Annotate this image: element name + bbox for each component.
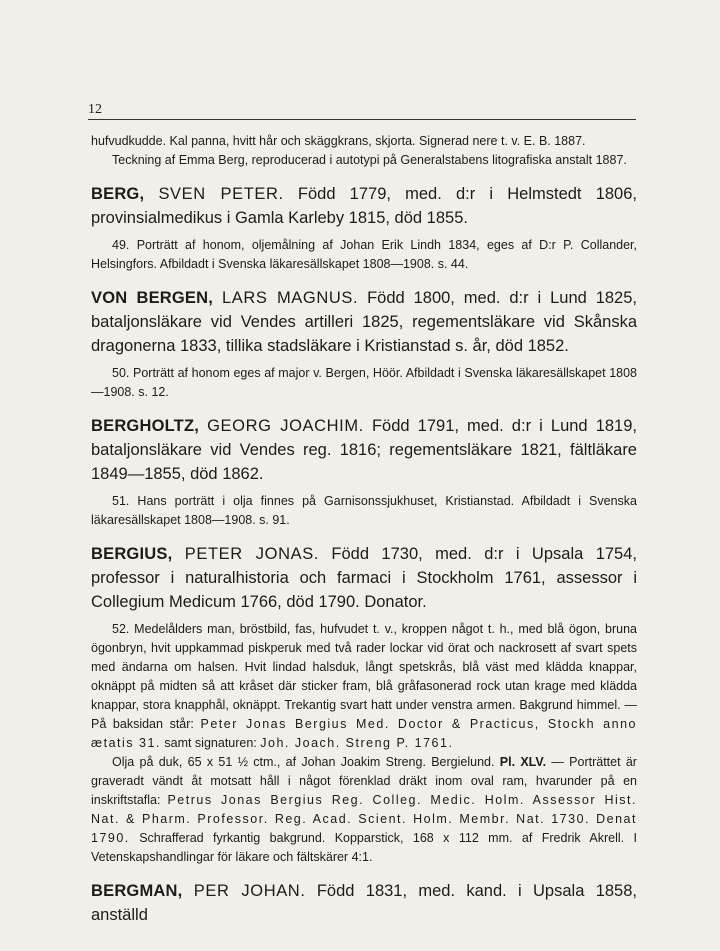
entry-note-49: 49. Porträtt af honom, oljemålning af Johan Erik Lindh 1834, eges af D:r P. Collander, Helsingfors. Afbildadt i Svenska läkaresällskapet 1808—1908. s. 44. xyxy=(91,238,637,271)
plate-reference: Pl. XLV. xyxy=(499,755,547,769)
entry-berg xyxy=(91,182,637,230)
entry-given-names: PER JOHAN. xyxy=(193,882,306,900)
note-52-engraving-inscription: Petrus Jonas Bergius Reg. Colleg. Medic. Holm. Assessor Hist. Nat. & Pharm. Professor. Reg. Acad. Scient. Holm. Membr. Nat. 1730. Denat 1790. xyxy=(91,793,637,845)
entry-given-names: LARS MAGNUS. xyxy=(221,289,359,307)
header-rule xyxy=(88,119,636,120)
page-body xyxy=(91,132,637,927)
entry-von-bergen xyxy=(91,286,637,358)
entry-bio: Född 1730, med. d:r i Upsala 1754, professor i naturalhistoria och farmaci i Stockholm 1761, assessor i Collegium Medicum 1766, död 1790. Donator. xyxy=(91,545,637,611)
entry-bio: Född 1791, med. d:r i Lund 1819, bataljonsläkare vid Vendes reg. 1816; regementsläkare 1821, fältläkare 1849—1855, död 1862. xyxy=(91,417,637,483)
entry-note-50: 50. Porträtt af honom eges af major v. Bergen, Höör. Afbildadt i Svenska läkaresällskapet 1808—1908. s. 12. xyxy=(91,366,637,399)
continuation-rest: Teckning af Emma Berg, reproducerad i autotypi på Generalstabens litografiska anstalt 1887. xyxy=(112,153,627,167)
continuation-note xyxy=(91,132,637,170)
entry-note-51: 51. Hans porträtt i olja finnes på Garnisonssjukhuset, Kristianstad. Afbildadt i Svenska läkaresällskapet 1808—1908. s. 91. xyxy=(91,494,637,527)
entry-given-names: SVEN PETER. xyxy=(158,185,284,203)
note-52-engraving: — Porträttet är graveradt vändt åt motsatt håll i något förenklad dräkt inom oval ram, hvarunder på en inskriftstafla: xyxy=(91,755,637,807)
entry-bio: Född 1779, med. d:r i Helmstedt 1806, provinsialmedikus i Gamla Karleby 1815, död 1855. xyxy=(91,185,637,227)
continuation-line1: hufvudkudde. Kal panna, hvitt hår och skäggkrans, skjorta. Signerad nere t. v. E. B. 1887. xyxy=(91,134,586,148)
entry-bio: Född 1831, med. kand. i Upsala 1858, anställd xyxy=(91,882,637,924)
note-52-connector: samt signaturen: xyxy=(164,736,257,750)
entry-surname: BERGHOLTZ, xyxy=(91,417,200,435)
entry-note-52 xyxy=(91,620,637,753)
entry-bergman xyxy=(91,879,637,927)
entry-bio: Född 1800, med. d:r i Lund 1825, bataljonsläkare vid Vendes artilleri 1825, regementsläkare vid Skånska dragonerna 1833, tillika stadsläkare i Kristianstad s. år, död 1852. xyxy=(91,289,637,355)
entry-bergius xyxy=(91,542,637,614)
entry-surname: BERGMAN, xyxy=(91,882,183,900)
entry-given-names: GEORG JOACHIM. xyxy=(207,417,364,435)
entry-surname: BERGIUS, xyxy=(91,545,173,563)
page-number: 12 xyxy=(88,102,102,117)
entry-note-52-continued xyxy=(91,753,637,867)
entry-surname: VON BERGEN, xyxy=(91,289,214,307)
entry-given-names: PETER JONAS. xyxy=(184,545,319,563)
entry-surname: BERG, xyxy=(91,185,145,203)
note-52-engraving-details: Schrafferad fyrkantig bakgrund. Kopparstick, 168 x 112 mm. af Fredrik Akrell. I Vetenskapshandlingar för läkare och fältskärer 4:1. xyxy=(91,831,637,864)
note-52-description: 52. Medelålders man, bröstbild, fas, hufvudet t. v., kroppen något t. h., med blå ögon, bruna ögonbryn, hvit uppkammad piskperuk med två rader lockar vid örat och nackrosett af svart spets med ändarna om halsen. Hvit lindad halsduk, långt spetskrås, blå väst med klädda knappar, oknäppt på midten så att kråset där sticker fram, blå gråfasonerad rock utan krage med klädda knappar, stora knapphål, oknäppt. Trekantig svart hatt under venstra armen. Bakgrund himmel. — På baksidan står: xyxy=(91,622,637,731)
note-52-medium: Olja på duk, 65 x 51 ½ ctm., af Johan Joakim Streng. Bergielund. xyxy=(112,755,495,769)
entry-bergholtz xyxy=(91,414,637,486)
note-52-inscription: Peter Jonas Bergius Med. Doctor & Practicus, Stockh anno ætatis 31. xyxy=(91,717,637,750)
note-52-signature: Joh. Joach. Streng P. 1761. xyxy=(260,736,454,750)
